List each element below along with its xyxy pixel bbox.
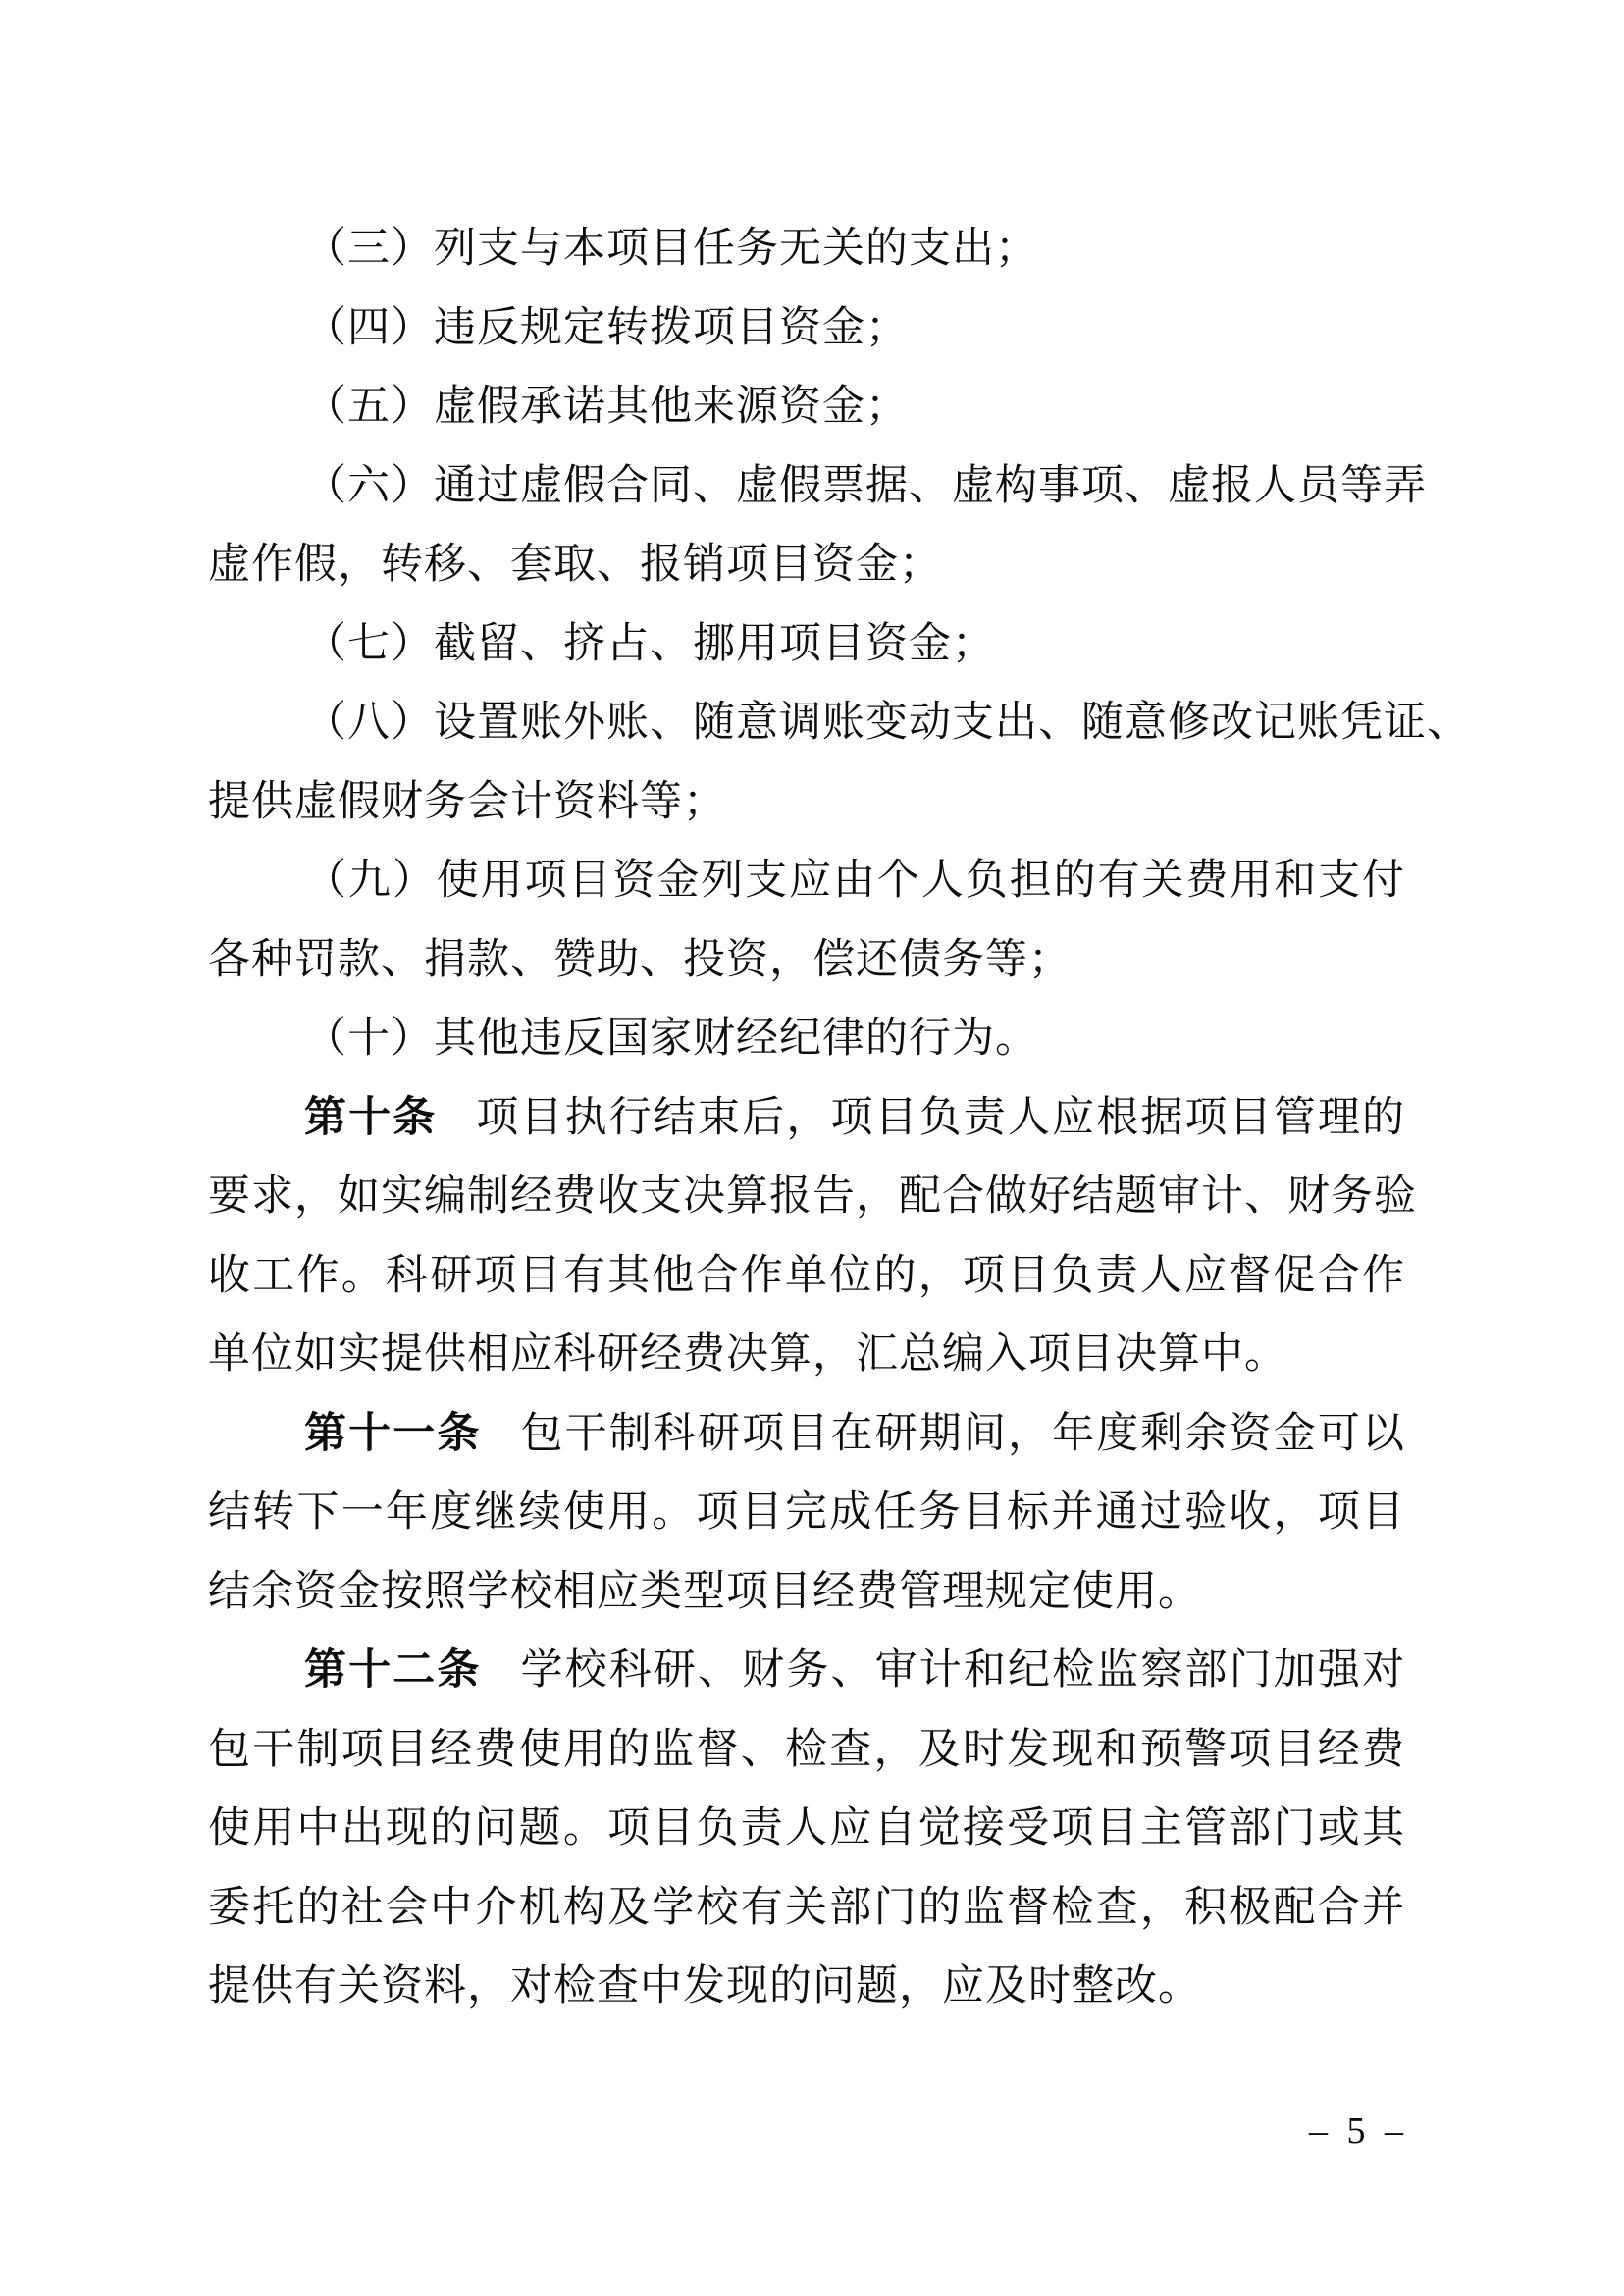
line-text: （七）截留、挤占、挪用项目资金； — [304, 620, 995, 667]
line-text: 虚作假，转移、套取、报销项目资金； — [208, 542, 942, 588]
line-text: 包干制项目经费使用的监督、检查，及时发现和预警项目经费 — [208, 1726, 1405, 1773]
text-line — [208, 1790, 1405, 1869]
text-line — [208, 1869, 1405, 1949]
text-line — [208, 1711, 1405, 1791]
text-line — [208, 605, 1405, 685]
line-text: 学校科研、财务、审计和纪检监察部门加强对 — [520, 1647, 1406, 1694]
text-line — [208, 763, 1405, 843]
text-line — [208, 921, 1405, 1001]
text-line — [208, 1395, 1405, 1475]
text-line — [208, 210, 1405, 289]
text-line — [208, 1948, 1405, 2027]
line-text: 使用中出现的问题。项目负责人应自觉接受项目主管部门或其 — [208, 1805, 1405, 1852]
text-line — [208, 1316, 1405, 1395]
text-line — [208, 1553, 1405, 1633]
line-text: （八）设置账外账、随意调账变动支出、随意修改记账凭证、 — [304, 700, 1470, 746]
line-text: 要求，如实编制经费收支决算报告，配合做好结题审计、财务验 — [208, 1174, 1417, 1220]
article-number: 第十条 — [304, 1094, 438, 1141]
text-line — [208, 1632, 1405, 1711]
line-text: 项目执行结束后，项目负责人应根据项目管理的 — [476, 1094, 1406, 1141]
text-line — [208, 1158, 1417, 1237]
line-text: （九）使用项目资金列支应由个人负担的有关费用和支付 — [304, 858, 1405, 904]
text-line — [208, 368, 1405, 447]
line-text: （三）列支与本项目任务无关的支出； — [304, 226, 1038, 272]
line-text: 提供虚假财务会计资料等； — [208, 778, 726, 825]
line-text: 收工作。科研项目有其他合作单位的，项目负责人应督促合作 — [208, 1252, 1405, 1299]
text-line — [208, 684, 1470, 763]
line-text: 委托的社会中介机构及学校有关部门的监督检查，积极配合并 — [208, 1884, 1405, 1931]
text-line — [208, 289, 1405, 369]
page-number: – 5 – — [1309, 2111, 1408, 2152]
line-text: （十）其他违反国家财经纪律的行为。 — [304, 1016, 1038, 1062]
line-text: （六）通过虚假合同、虚假票据、虚构事项、虚报人员等弄 — [304, 462, 1427, 509]
text-line — [208, 1474, 1405, 1553]
line-text: （四）违反规定转拨项目资金； — [304, 304, 909, 351]
text-line — [208, 526, 1405, 605]
text-line — [208, 1079, 1405, 1159]
line-text: 单位如实提供相应科研经费决算，汇总编入项目决算中。 — [208, 1331, 1287, 1378]
text-line — [208, 842, 1405, 921]
document-content — [208, 210, 1470, 2027]
line-text: 包干制科研项目在研期间，年度剩余资金可以 — [520, 1410, 1406, 1457]
line-text: 结转下一年度继续使用。项目完成任务目标并通过验收，项目 — [208, 1489, 1405, 1536]
text-line — [208, 1237, 1405, 1317]
line-text: 各种罚款、捐款、赞助、投资，偿还债务等； — [208, 936, 1072, 983]
line-text: 结余资金按照学校相应类型项目经费管理规定使用。 — [208, 1568, 1201, 1615]
text-line — [208, 447, 1427, 527]
line-text: （五）虚假承诺其他来源资金； — [304, 384, 909, 430]
line-text: 提供有关资料，对检查中发现的问题，应及时整改。 — [208, 1963, 1201, 2009]
article-number: 第十二条 — [304, 1647, 482, 1694]
text-line — [208, 1000, 1405, 1079]
article-number: 第十一条 — [304, 1410, 482, 1457]
